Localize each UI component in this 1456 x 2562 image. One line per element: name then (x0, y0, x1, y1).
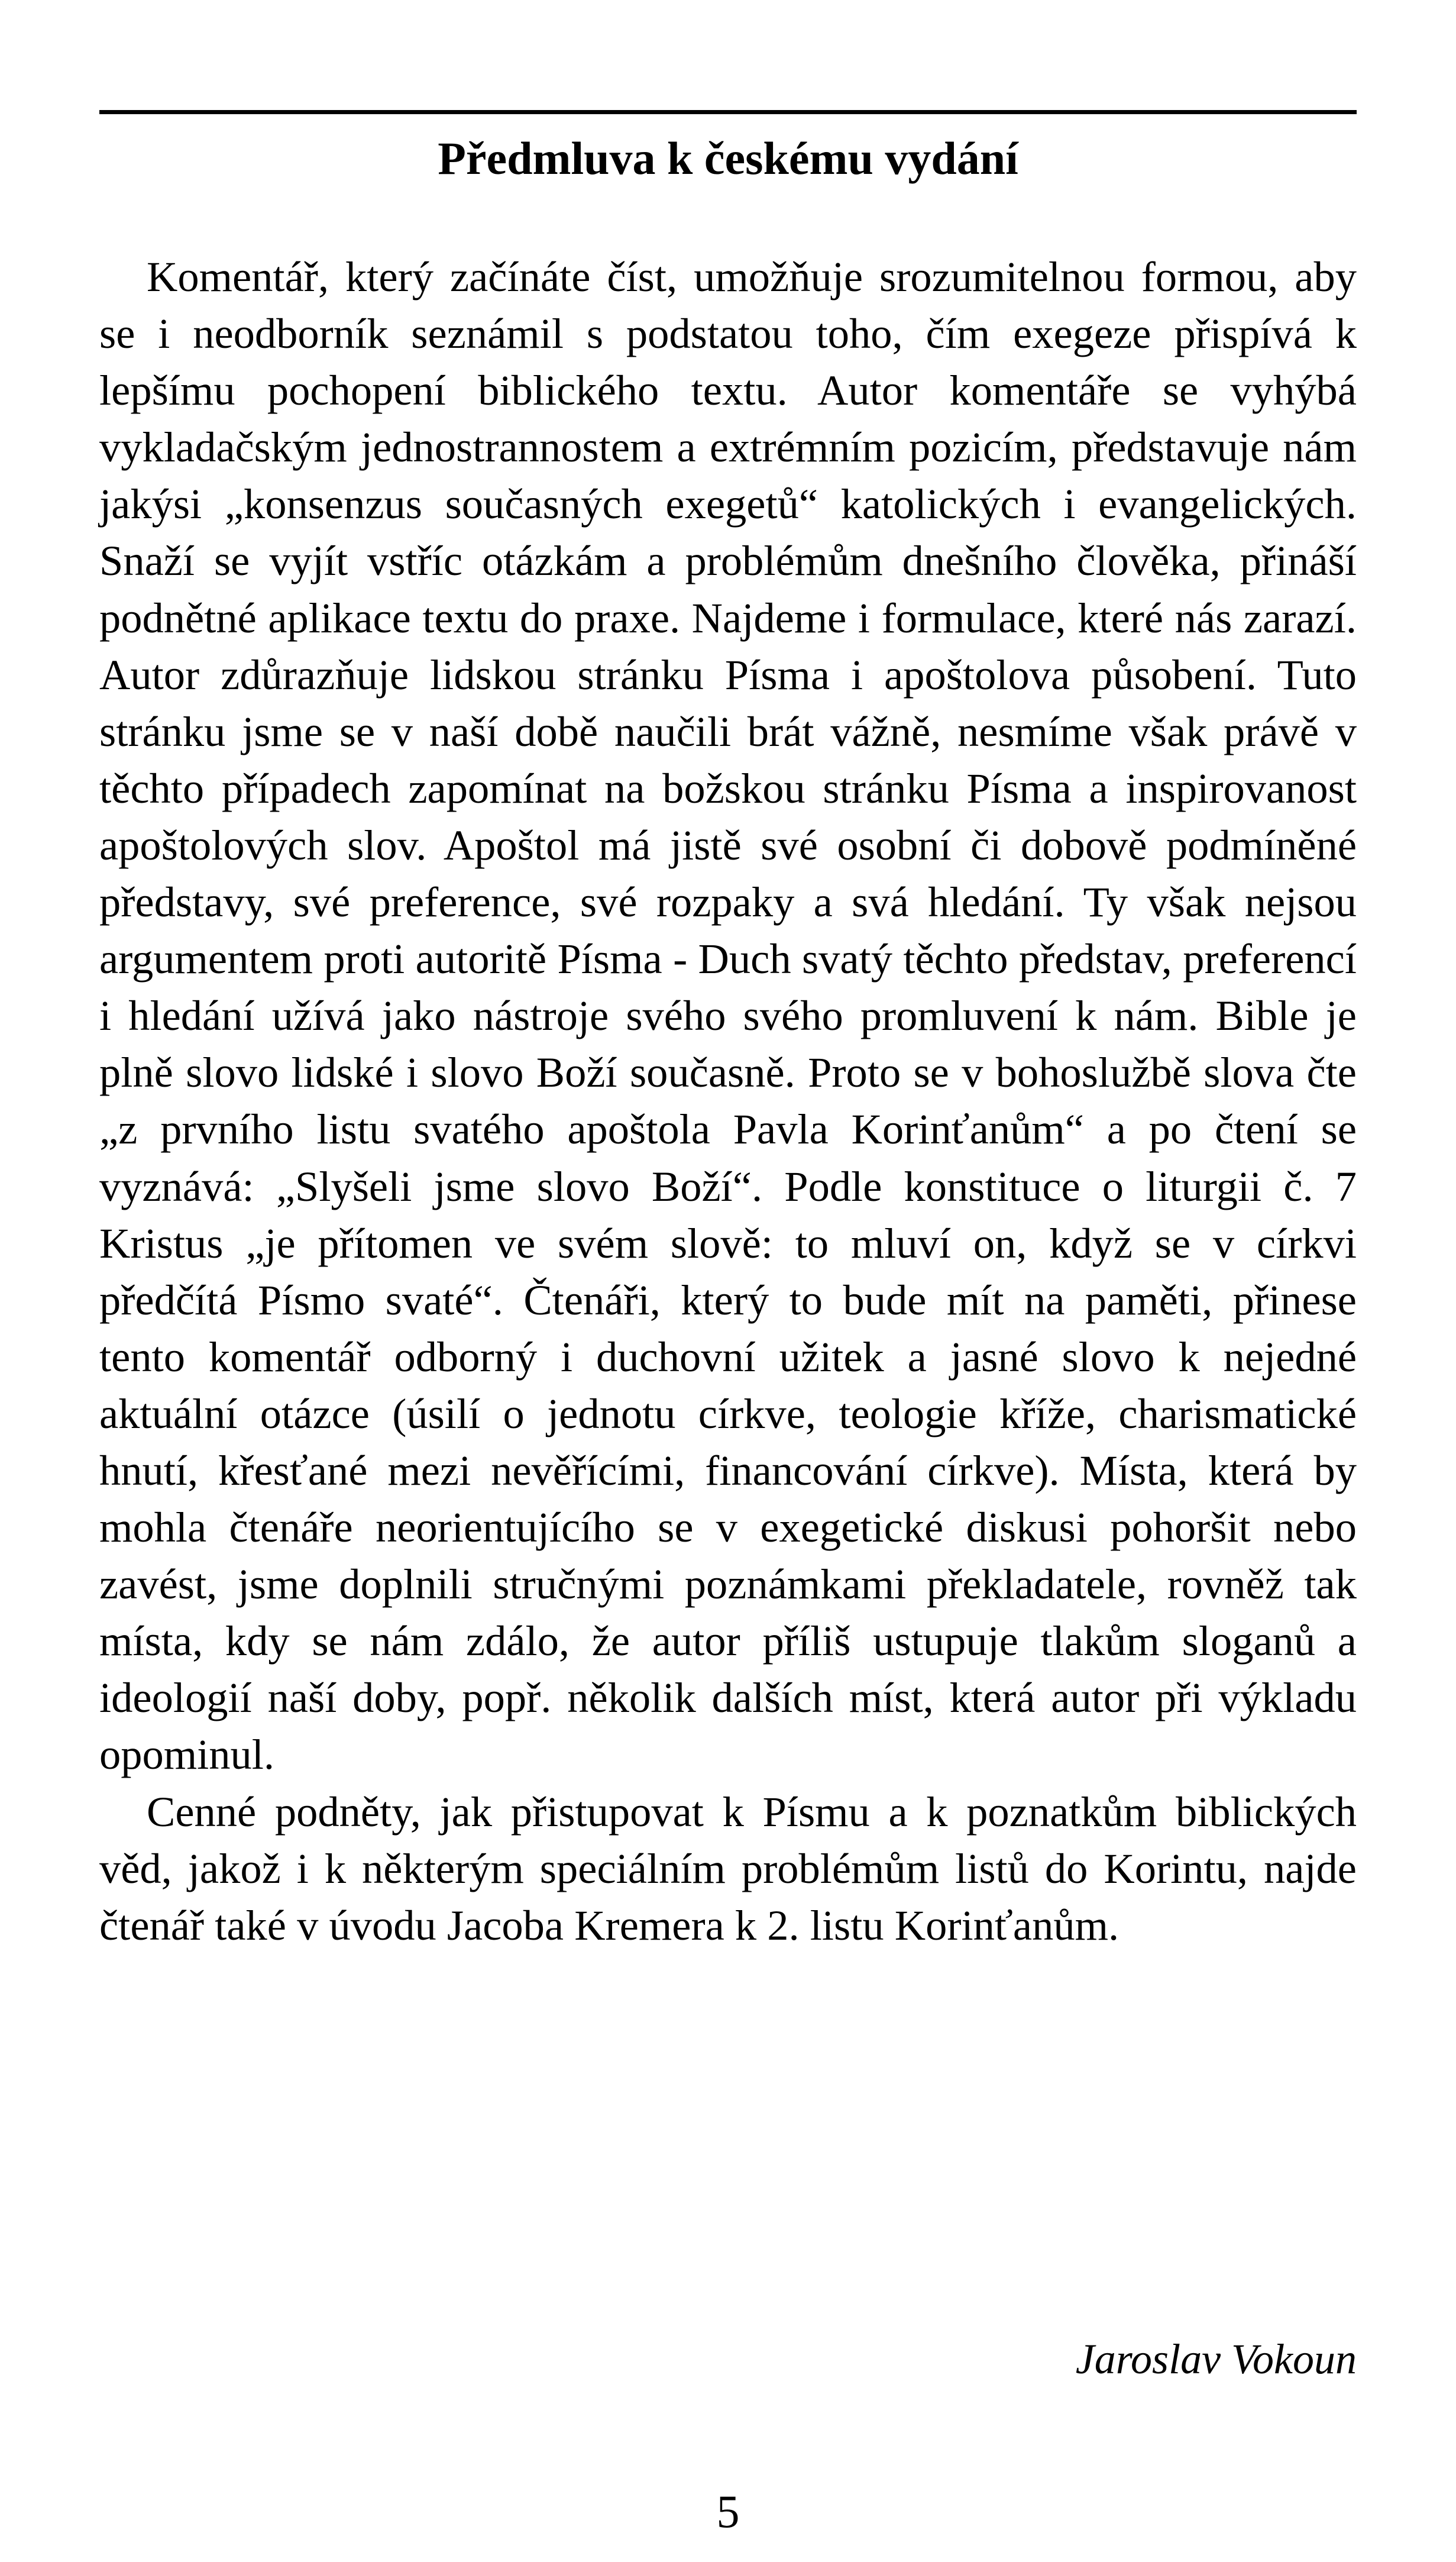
preface-body (99, 248, 1357, 1954)
book-page (99, 0, 1357, 2562)
author-signature: Jaroslav Vokoun (1075, 2335, 1357, 2383)
paragraph: Cenné podněty, jak přistupovat k Písmu a k poznatkům biblických věd, jakož i k některým speciálním problémům listů do Korintu, najde čtenář také v úvodu Jacoba Kremera k 2. listu Korinťanům. (99, 1787, 1357, 1949)
chapter-heading: Předmluva k českému vydání (438, 133, 1018, 184)
page-number: 5 (716, 2486, 740, 2537)
paragraph: Komentář, který začínáte číst, umožňuje srozumitelnou formou, aby se i neodborník seznámil s podstatou toho, čím exegeze přispívá k lepšímu pochopení biblického textu. Autor komentáře se vyhýbá vykladačským jednostrannostem a extrémním pozicím, představuje nám jakýsi „konsenzus současných exegetů“ katolických i evangelických. Snaží se vyjít vstříc otázkám a problémům dnešního člověka, přináší podnětné aplikace textu do praxe. Najdeme i formulace, které nás zarazí. Autor zdůrazňuje lidskou stránku Písma i apoštolova působení. Tuto stránku jsme se v naší době naučili brát vážně, nesmíme však právě v těchto případech zapomínat na božskou stránku Písma a inspirovanost apoštolových slov. Apoštol má jistě své osobní či dobově podmíněné představy, své preference, své rozpaky a svá hledání. Ty však nejsou argumentem proti autoritě Písma - Duch svatý těchto představ, preferencí i hledání užívá jako nástroje svého svého promluvení k nám. Bible je plně slovo lidské i slovo Boží současně. Proto se v bohoslužbě slova čte „z prvního listu svatého apoštola Pavla Korinťanům“ a po čtení se vyznává: „Slyšeli jsme slovo Boží“. Podle konstituce o liturgii č. 7 Kristus „je přítomen ve svém slově: to mluví on, když se v církvi předčítá Písmo svaté“. Čtenáři, který to bude mít na paměti, přinese tento komentář odborný i duchovní užitek a jasné slovo k nejedné aktuální otázce (úsilí o jednotu církve, teologie kříže, charismatické hnutí, křesťané mezi nevěřícími, financování církve). Místa, která by mohla čtenáře neorientujícího se v exegetické diskusi pohoršit nebo zavést, jsme doplnili stručnými poznámkami překladatele, rovněž tak místa, kdy se nám zdálo, že autor příliš ustupuje tlakům sloganů a ideologií naší doby, popř. několik dalších míst, která autor při výkladu opominul. (99, 253, 1357, 1779)
header-rule (99, 110, 1357, 114)
